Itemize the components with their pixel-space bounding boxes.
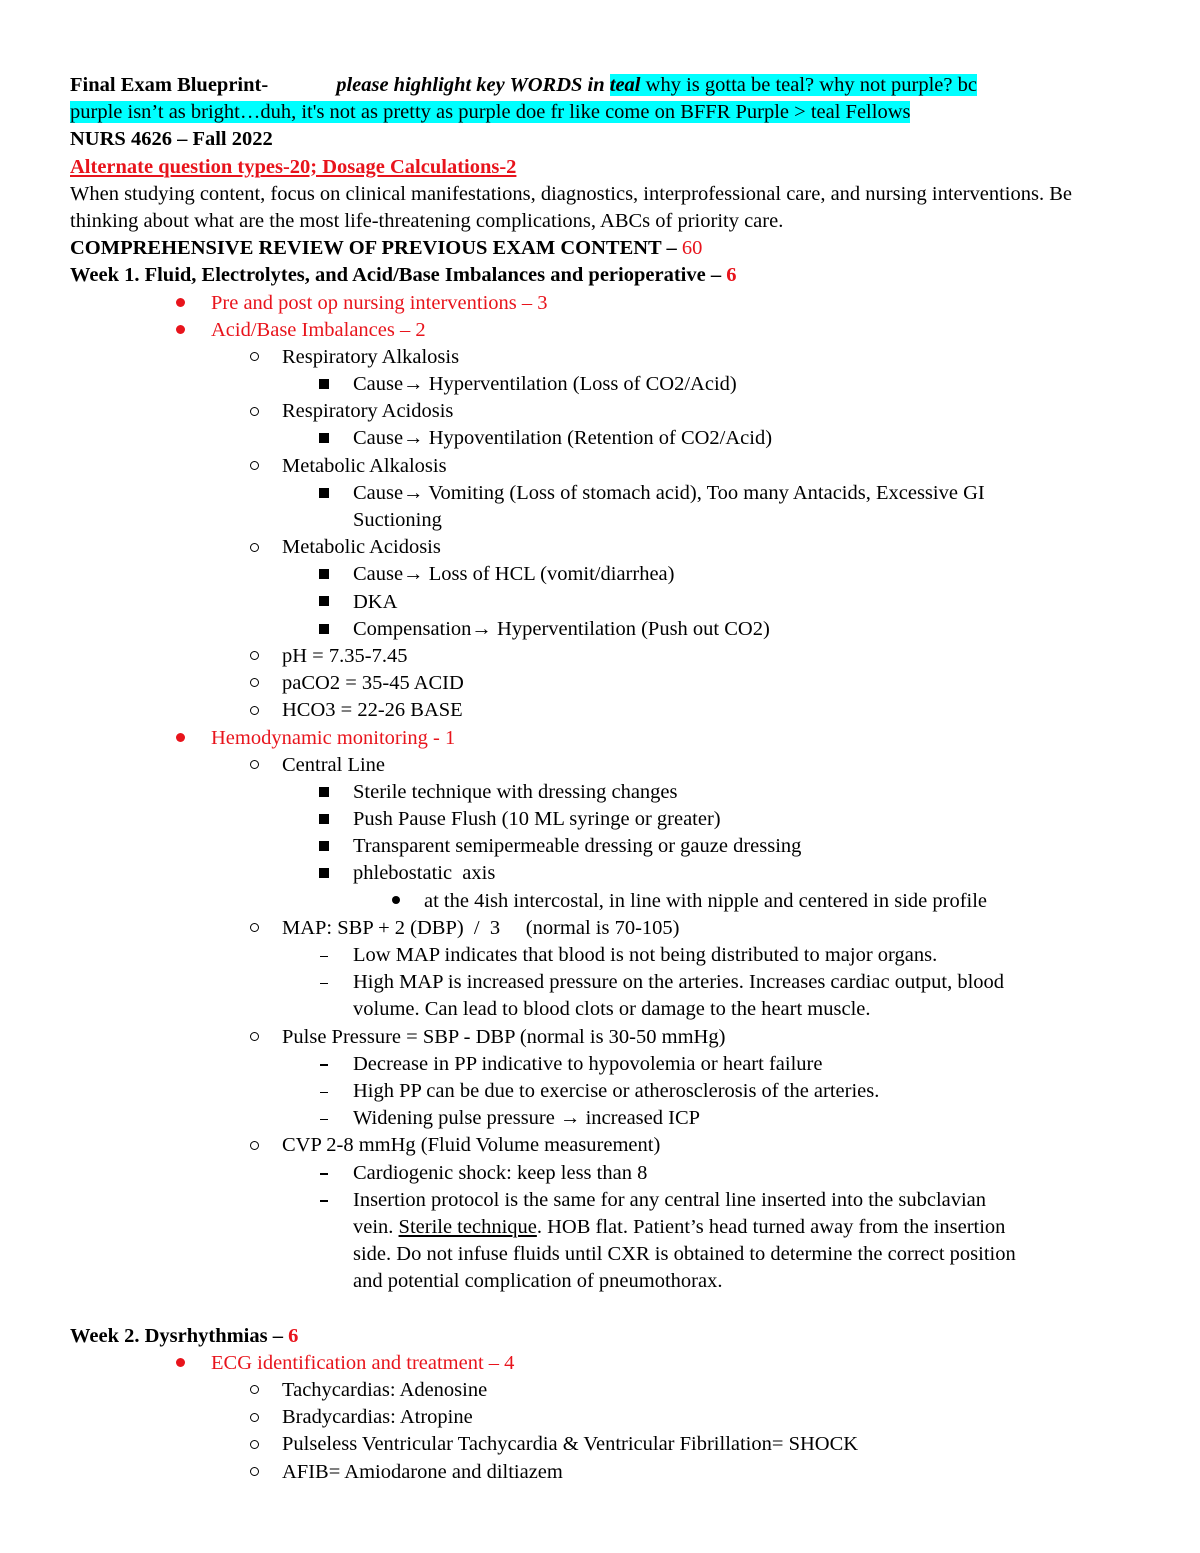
list-item: Cause→ Loss of HCL (vomit/diarrhea) [70, 561, 1140, 588]
list-item: Bradycardias: Atropine [70, 1404, 1140, 1431]
bullet-icon [170, 290, 190, 317]
comment-line-2 [70, 99, 1140, 126]
list-item: Metabolic Alkalosis [70, 453, 1140, 480]
list-item-continuation: side. Do not infuse fluids until CXR is obtained to determine the correct position [353, 1243, 1016, 1266]
list-item: paCO2 = 35-45 ACID [70, 670, 1140, 697]
list-item: Metabolic Acidosis [70, 534, 1140, 561]
list-item: High MAP is increased pressure on the arteries. Increases cardiac output, blood [70, 969, 1140, 996]
square-bullet-icon [314, 616, 334, 643]
week2-heading-line [70, 1323, 1140, 1350]
bullet-icon [170, 725, 190, 752]
review-heading-line [70, 235, 1140, 262]
circle-bullet-icon [244, 453, 264, 480]
list-item: at the 4ish intercostal, in line with nipple and centered in side profile [70, 888, 1140, 915]
circle-bullet-icon [244, 670, 264, 697]
list-item: Widening pulse pressure → increased ICP [70, 1105, 1140, 1132]
square-bullet-icon [314, 833, 334, 860]
circle-bullet-icon [244, 534, 264, 561]
circle-bullet-icon [244, 1431, 264, 1458]
alt-question-types: Alternate question types-20; Dosage Calculations-2 [70, 155, 517, 178]
list-item: HCO3 = 22-26 BASE [70, 697, 1140, 724]
dash-bullet-icon [314, 1187, 334, 1214]
circle-bullet-icon [244, 1132, 264, 1159]
square-bullet-icon [314, 480, 334, 507]
week1-heading-line [70, 262, 1140, 289]
list-item: Respiratory Alkalosis [70, 344, 1140, 371]
circle-bullet-icon [244, 1459, 264, 1486]
review-heading: COMPREHENSIVE REVIEW OF PREVIOUS EXAM CONTENT – [70, 237, 682, 260]
teal-word: teal [609, 74, 641, 96]
dash-bullet-icon [314, 1105, 334, 1132]
circle-bullet-icon [244, 1377, 264, 1404]
list-item: Cardiogenic shock: keep less than 8 [70, 1160, 1140, 1187]
week1-heading: Week 1. Fluid, Electrolytes, and Acid/Base Imbalances and perioperative – [70, 264, 727, 287]
list-item-continuation: volume. Can lead to blood clots or damage to the heart muscle. [353, 998, 871, 1021]
doc-title: Final Exam Blueprint- [70, 74, 269, 96]
dash-bullet-icon [314, 1078, 334, 1105]
study-intro: When studying content, focus on clinical manifestations, diagnostics, interprofessional care, and nursing interventions. Be thinking about what are the most life-threatening complications, ABCs of priority care. [70, 182, 1072, 232]
list-item: Tachycardias: Adenosine [70, 1377, 1140, 1404]
square-bullet-icon [314, 561, 334, 588]
week2-count: 6 [288, 1324, 299, 1347]
circle-bullet-icon [244, 915, 264, 942]
list-item: DKA [70, 589, 1140, 616]
list-item: Push Pause Flush (10 ML syringe or greater) [70, 806, 1140, 833]
list-item: Pulse Pressure = SBP - DBP (normal is 30-50 mmHg) [70, 1024, 1140, 1051]
sterile-technique-underlined: Sterile technique [398, 1215, 537, 1238]
square-bullet-icon [314, 860, 334, 887]
list-item: Cause→ Hypoventilation (Retention of CO2/Acid) [70, 425, 1140, 452]
comment-text-1: why is gotta be teal? why not purple? bc [640, 74, 977, 96]
circle-bullet-icon [244, 344, 264, 371]
list-item: Cause→ Vomiting (Loss of stomach acid), Too many Antacids, Excessive GI [70, 480, 1140, 507]
circle-bullet-icon [244, 398, 264, 425]
dash-bullet-icon [314, 1051, 334, 1078]
list-item-continuation: Suctioning [353, 509, 442, 532]
title-line [70, 72, 1140, 99]
list-item: Decrease in PP indicative to hypovolemia or heart failure [70, 1051, 1140, 1078]
list-item: pH = 7.35-7.45 [70, 643, 1140, 670]
bullet-icon [170, 1350, 190, 1377]
list-item: MAP: SBP + 2 (DBP) / 3 (normal is 70-105) [70, 915, 1140, 942]
list-item-continuation: vein. Sterile technique. HOB flat. Patient’s head turned away from the insertion [353, 1215, 1006, 1238]
list-item: ECG identification and treatment – 4 [70, 1350, 1140, 1377]
circle-bullet-icon [244, 697, 264, 724]
list-item: AFIB= Amiodarone and diltiazem [70, 1459, 1140, 1486]
list-item: Hemodynamic monitoring - 1 [70, 725, 1140, 752]
list-item: Pre and post op nursing interventions – 3 [70, 290, 1140, 317]
week1-count: 6 [726, 264, 737, 287]
square-bullet-icon [314, 806, 334, 833]
list-item: Respiratory Acidosis [70, 398, 1140, 425]
dash-bullet-icon [314, 942, 334, 969]
list-item: Acid/Base Imbalances – 2 [70, 317, 1140, 344]
list-item: CVP 2-8 mmHg (Fluid Volume measurement) [70, 1132, 1140, 1159]
list-item: Pulseless Ventricular Tachycardia & Ventricular Fibrillation= SHOCK [70, 1431, 1140, 1458]
comment-text-2: purple isn’t as bright…duh, it's not as pretty as purple doe fr like come on BFFR Purple > teal Fellows [70, 101, 911, 124]
square-bullet-icon [314, 371, 334, 398]
highlight-instruction: please highlight key WORDS in [336, 74, 605, 96]
dash-bullet-icon [314, 1160, 334, 1187]
list-item: Low MAP indicates that blood is not being distributed to major organs. [70, 942, 1140, 969]
week2-heading: Week 2. Dysrhythmias – [70, 1324, 289, 1347]
spacer [70, 1295, 1140, 1322]
bullet-icon [386, 888, 406, 915]
circle-bullet-icon [244, 1024, 264, 1051]
review-count: 60 [681, 237, 703, 260]
list-item: Central Line [70, 752, 1140, 779]
list-item-continuation: and potential complication of pneumothorax. [353, 1270, 723, 1293]
course-line: NURS 4626 – Fall 2022 [70, 128, 273, 151]
document-page [70, 72, 1140, 1486]
square-bullet-icon [314, 425, 334, 452]
square-bullet-icon [314, 779, 334, 806]
list-item: High PP can be due to exercise or atherosclerosis of the arteries. [70, 1078, 1140, 1105]
bullet-icon [170, 317, 190, 344]
list-item: Compensation→ Hyperventilation (Push out CO2) [70, 616, 1140, 643]
circle-bullet-icon [244, 1404, 264, 1431]
circle-bullet-icon [244, 752, 264, 779]
list-item: phlebostatic axis [70, 860, 1140, 887]
list-item: Transparent semipermeable dressing or gauze dressing [70, 833, 1140, 860]
dash-bullet-icon [314, 969, 334, 996]
list-item: Insertion protocol is the same for any central line inserted into the subclavian [70, 1187, 1140, 1214]
list-item: Sterile technique with dressing changes [70, 779, 1140, 806]
square-bullet-icon [314, 589, 334, 616]
circle-bullet-icon [244, 643, 264, 670]
list-item: Cause→ Hyperventilation (Loss of CO2/Acid) [70, 371, 1140, 398]
